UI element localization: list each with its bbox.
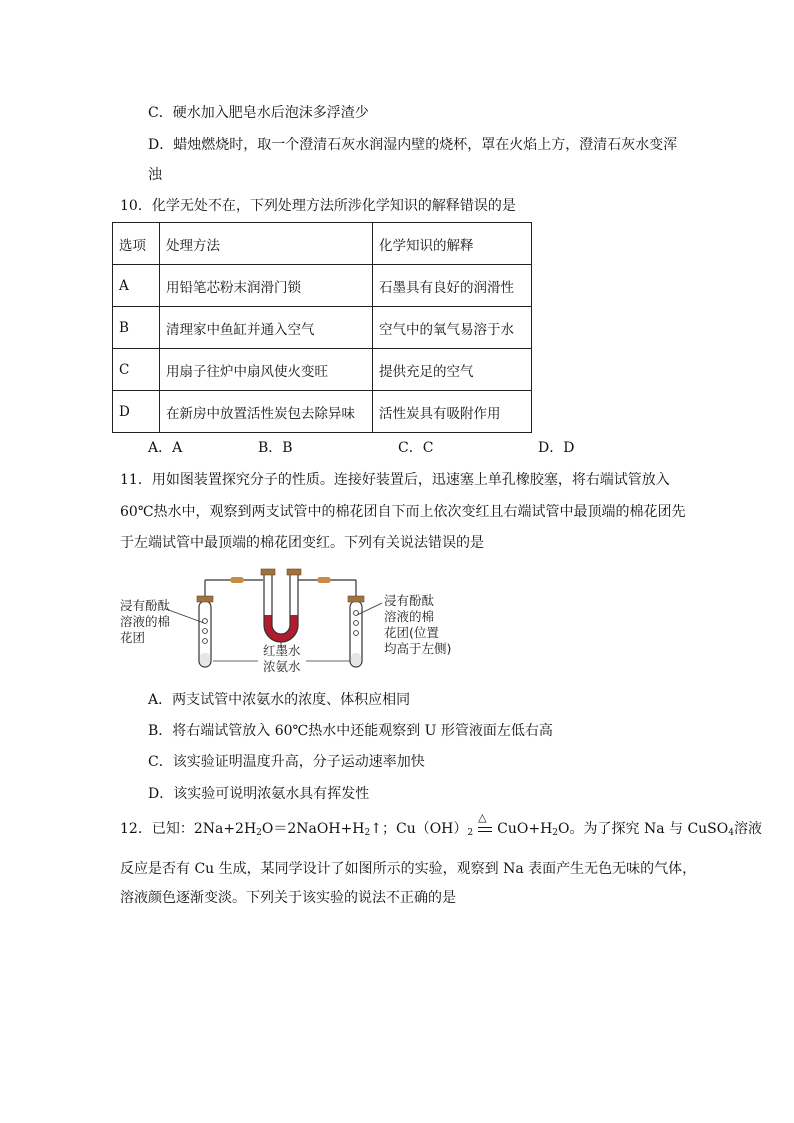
u-tube-right-stopper xyxy=(287,569,301,575)
q12-stem-text: CuO+H xyxy=(497,821,553,837)
red-ink-label: 红墨水 xyxy=(263,643,301,658)
u-tube-left-stopper xyxy=(261,569,275,575)
table-header-cell: 选项 xyxy=(113,223,160,265)
subscript: 2 xyxy=(364,828,371,838)
q12-stem-text: O。为了探究 Na 与 CuSO xyxy=(558,821,729,837)
table-header-cell: 处理方法 xyxy=(160,223,373,265)
right-rubber-joint xyxy=(317,577,331,583)
right-label-line: 均高于左侧) xyxy=(384,641,452,656)
q10-table xyxy=(112,222,532,433)
right-label-line: 溶液的棉 xyxy=(384,609,435,624)
table-cell: A xyxy=(113,265,160,307)
q9-option-c: C．硬水加入肥皂水后泡沫多浮渣少 xyxy=(148,105,369,121)
table-cell: 清理家中鱼缸并通入空气 xyxy=(160,307,373,349)
table-header-cell: 化学知识的解释 xyxy=(373,223,532,265)
q9-option-d: D．蜡烛燃烧时，取一个澄清石灰水润湿内壁的烧杯，罩在火焰上方，澄清石灰水变浑 xyxy=(148,137,678,153)
q12-stem-text: O＝2NaOH+H xyxy=(261,821,365,837)
table-cell: D xyxy=(113,391,160,433)
q11-stem-line3: 于左端试管中最顶端的棉花团变红。下列有关说法错误的是 xyxy=(120,535,484,551)
q11-option-d: D．该实验可说明浓氨水具有挥发性 xyxy=(148,786,370,802)
table-cell: 在新房中放置活性炭包去除异味 xyxy=(160,391,373,433)
left-rubber-joint xyxy=(230,577,244,583)
q12-stem-text: ↑；Cu（OH） xyxy=(370,821,468,837)
heating-condition xyxy=(473,811,497,839)
subscript: 2 xyxy=(467,828,474,838)
right-label-line: 浸有酚酞 xyxy=(384,593,435,608)
q10-choice-a: A．A xyxy=(148,440,183,456)
apparatus-diagram xyxy=(118,563,468,673)
q12-stem-line3: 溶液颜色逐渐变淡。下列关于该实验的说法不正确的是 xyxy=(120,890,456,906)
left-ammonia xyxy=(200,653,210,666)
left-stopper xyxy=(197,596,213,602)
table-cell: B xyxy=(113,307,160,349)
table-cell: 石墨具有良好的润滑性 xyxy=(373,265,532,307)
table-row xyxy=(113,391,532,433)
q12-stem-line1 xyxy=(120,811,762,843)
q10-choice-c: C．C xyxy=(398,440,434,456)
table-row xyxy=(113,349,532,391)
q11-option-b: B．将右端试管放入 60℃热水中还能观察到 U 形管液面左低右高 xyxy=(148,723,553,739)
right-stopper xyxy=(348,596,364,602)
table-cell: 空气中的氧气易溶于水 xyxy=(373,307,532,349)
left-label-line: 花团 xyxy=(120,630,146,645)
left-cotton-ball xyxy=(203,629,208,634)
q9-option-d-continued: 浊 xyxy=(148,167,162,183)
subscript: 2 xyxy=(256,828,262,838)
q10-choice-b: B．B xyxy=(258,440,293,456)
connecting-tubes xyxy=(205,577,356,583)
right-ammonia xyxy=(351,653,361,666)
q12-stem-text: 12．已知：2Na+2H xyxy=(120,821,257,837)
table-header-row xyxy=(113,223,532,265)
q11-stem-line2: 60℃热水中，观察到两支试管中的棉花团自下而上依次变红且右端试管中最顶端的棉花团先 xyxy=(120,504,686,520)
q11-option-c: C．该实验证明温度升高，分子运动速率加快 xyxy=(148,754,425,770)
left-tube xyxy=(197,580,213,667)
q11-option-a: A．两支试管中浓氨水的浓度、体积应相同 xyxy=(148,692,411,708)
left-label-line: 溶液的棉 xyxy=(120,614,171,629)
q12-stem-line2: 反应是否有 Cu 生成，某同学设计了如图所示的实验，观察到 Na 表面产生无色无味的气体， xyxy=(120,861,697,877)
table-cell: 用扇子往炉中扇风使火变旺 xyxy=(160,349,373,391)
subscript: 2 xyxy=(552,828,559,838)
table-cell: 提供充足的空气 xyxy=(373,349,532,391)
table-row xyxy=(113,265,532,307)
right-tube xyxy=(348,580,364,667)
u-tube xyxy=(261,569,301,642)
table-cell: C xyxy=(113,349,160,391)
q10-stem: 10．化学无处不在，下列处理方法所涉化学知识的解释错误的是 xyxy=(120,198,516,214)
q12-stem-text: 溶液 xyxy=(734,821,762,837)
heat-symbol: △ xyxy=(478,811,487,824)
q10-choice-d: D．D xyxy=(538,440,575,456)
table-cell: 用铅笔芯粉末润滑门锁 xyxy=(160,265,373,307)
right-label-line: 花团(位置 xyxy=(384,625,439,640)
q11-stem-line1: 11．用如图装置探究分子的性质。连接好装置后，迅速塞上单孔橡胶塞，将右端试管放入 xyxy=(120,472,670,488)
ammonia-label: 浓氨水 xyxy=(263,659,301,673)
table-row xyxy=(113,307,532,349)
table-cell: 活性炭具有吸附作用 xyxy=(373,391,532,433)
left-cotton-ball xyxy=(203,639,208,644)
right-cotton-ball xyxy=(354,621,359,626)
left-label-line: 浸有酚酞 xyxy=(120,598,171,613)
subscript: 4 xyxy=(728,828,734,838)
right-cotton-ball xyxy=(354,631,359,636)
